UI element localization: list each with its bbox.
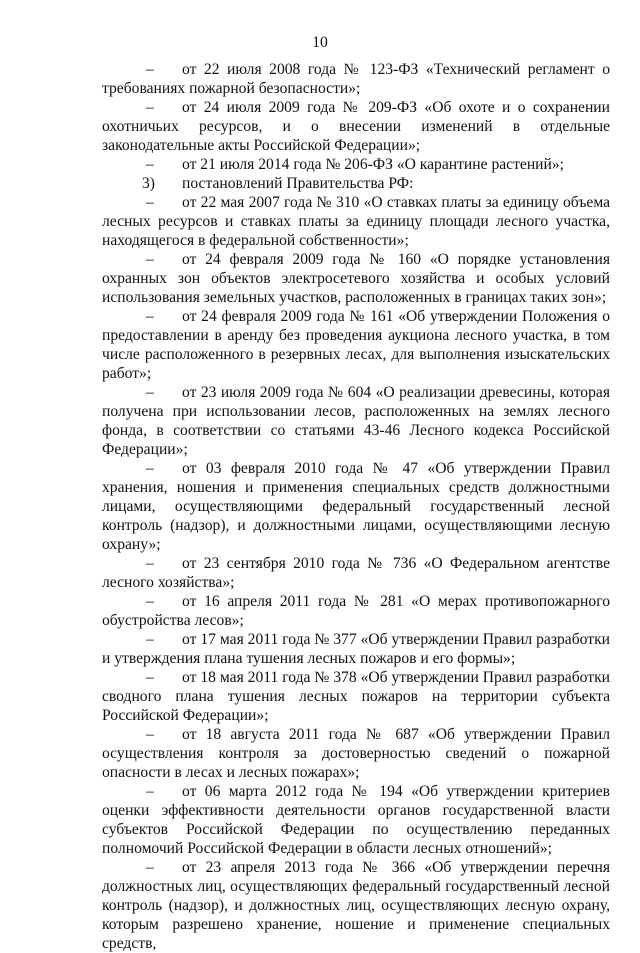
list-item-text: от 18 августа 2011 года № 687 «Об утверждении Правил осуществления контроля за достоверностью сведений о пожарной опасности в лесах и лесных пожарах»; <box>102 726 610 781</box>
list-item <box>102 858 610 953</box>
list-item <box>102 459 610 554</box>
list-item-text: от 03 февраля 2010 года № 47 «Об утверждении Правил хранения, ношения и применения специальных средств должностными лицами, осуществляющими федеральный государственный лесной контроль (надзор), и должностными лицами, осуществляющими лесную охрану»; <box>102 460 610 553</box>
list-item <box>102 307 610 383</box>
list-item-text: от 23 апреля 2013 года № 366 «Об утверждении перечня должностных лиц, осуществляющих федеральный государственный лесной контроль (надзор), и должностных лиц, осуществляющих лесную охрану, которым разрешено хранение, ношение и применение специальных средств, <box>102 859 610 952</box>
list-marker: – <box>146 99 154 116</box>
list-item-text: от 24 июля 2009 года № 209-ФЗ «Об охоте и о сохранении охотничьих ресурсов, и о внесении изменений в отдельные законодательные акты Российской Федерации»; <box>102 99 610 154</box>
list-marker: – <box>146 194 154 211</box>
legal-list <box>102 60 610 953</box>
list-item-text: от 16 апреля 2011 года № 281 «О мерах противопожарного обустройства лесов»; <box>102 593 610 629</box>
list-marker: – <box>146 61 154 78</box>
list-marker: – <box>146 669 154 686</box>
list-marker: 3) <box>142 175 155 192</box>
list-item-text: от 22 июля 2008 года № 123-ФЗ «Технический регламент о требованиях пожарной безопасности»; <box>102 61 610 97</box>
list-item <box>102 383 610 459</box>
list-item-text: от 24 февраля 2009 года № 160 «О порядке установления охранных зон объектов электросетевого хозяйства и особых условий использования земельных участков, расположенных в границах таких зон»; <box>102 251 610 306</box>
list-item-section <box>102 174 610 193</box>
list-item <box>102 60 610 98</box>
list-marker: – <box>146 726 154 743</box>
list-item <box>102 98 610 155</box>
list-item <box>102 193 610 250</box>
list-marker: – <box>146 308 154 325</box>
list-marker: – <box>146 460 154 477</box>
list-item-text: от 21 июля 2014 года № 206-ФЗ «О карантине растений»; <box>182 156 564 173</box>
list-item-text: от 24 февраля 2009 года № 161 «Об утверждении Положения о предоставлении в аренду без проведения аукциона лесного участка, в том числе расположенного в резервных лесах, для выполнения изыскательских работ»; <box>102 308 610 382</box>
list-marker: – <box>146 555 154 572</box>
list-item-text: от 22 мая 2007 года № 310 «О ставках платы за единицу объема лесных ресурсов и ставках платы за единицу площади лесного участка, находящегося в федеральной собственности»; <box>102 194 610 249</box>
list-marker: – <box>146 593 154 610</box>
list-item <box>102 155 610 174</box>
list-item-text: от 17 мая 2011 года № 377 «Об утверждении Правил разработки и утверждения плана тушения лесных пожаров и его формы»; <box>102 631 610 667</box>
list-item-text: от 23 июля 2009 года № 604 «О реализации древесины, которая получена при использовании лесов, расположенных на землях лесного фонда, в соответствии со статьями 43-46 Лесного кодекса Российской Федерации»; <box>102 384 610 458</box>
list-marker: – <box>146 384 154 401</box>
list-item-text: от 23 сентября 2010 года № 736 «О Федеральном агентстве лесного хозяйства»; <box>102 555 610 591</box>
list-item <box>102 592 610 630</box>
list-marker: – <box>146 783 154 800</box>
list-marker: – <box>146 156 154 173</box>
list-item <box>102 250 610 307</box>
list-marker: – <box>146 859 154 876</box>
list-item <box>102 725 610 782</box>
list-marker: – <box>146 631 154 648</box>
list-item <box>102 554 610 592</box>
list-item-text: постановлений Правительства РФ: <box>182 175 414 192</box>
page-number: 10 <box>312 34 328 51</box>
list-marker: – <box>146 251 154 268</box>
list-item-text: от 18 мая 2011 года № 378 «Об утверждении Правил разработки сводного плана тушения лесных пожаров на территории субъекта Российской Федерации»; <box>102 669 610 724</box>
list-item <box>102 668 610 725</box>
list-item <box>102 782 610 858</box>
list-item-text: от 06 марта 2012 года № 194 «Об утверждении критериев оценки эффективности деятельности органов государственной власти субъектов Российской Федерации по осуществлению переданных полномочий Российской Федерации в области лесных отношений»; <box>102 783 610 857</box>
list-item <box>102 630 610 668</box>
